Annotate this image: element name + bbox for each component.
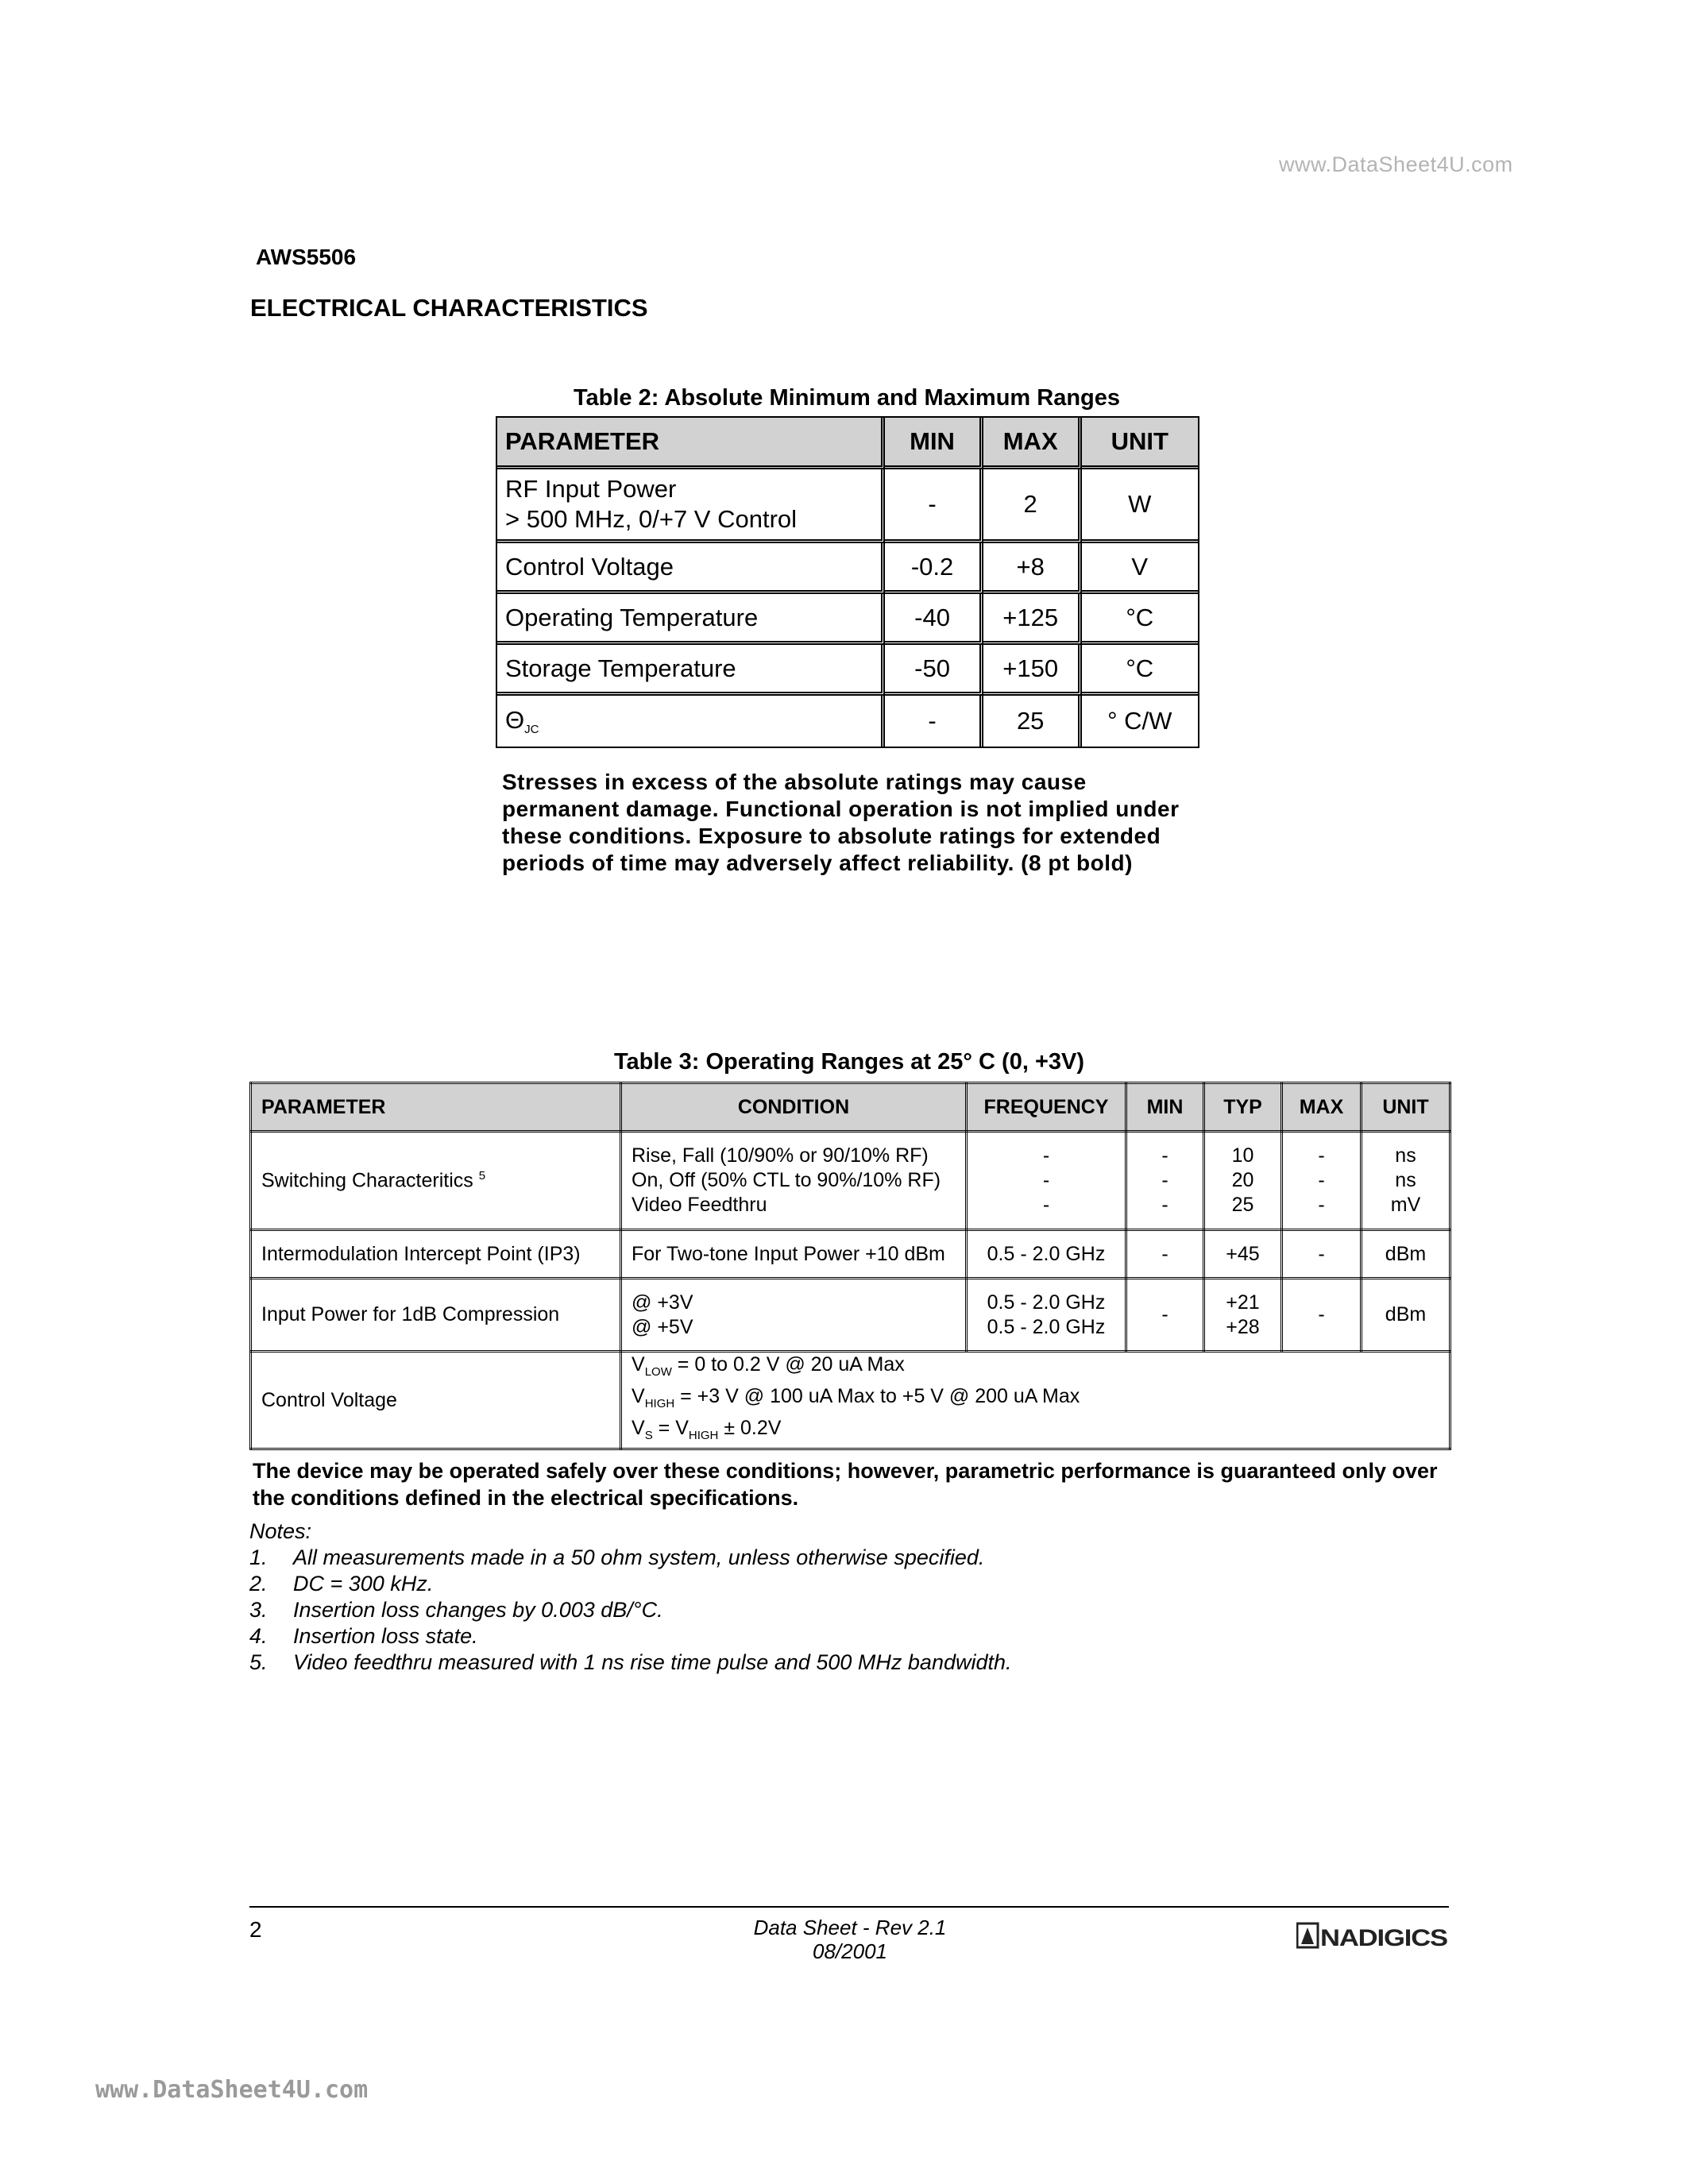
note-item (249, 1623, 1012, 1650)
note-item (249, 1650, 1012, 1676)
section-title: ELECTRICAL CHARACTERISTICS (250, 294, 648, 322)
cell-max: +125 (983, 594, 1082, 645)
table-row (251, 1279, 1450, 1352)
note-text: Video feedthru measured with 1 ns rise time pulse and 500 MHz bandwidth. (293, 1650, 1012, 1674)
watermark-bottom: www.DataSheet4U.com (95, 2076, 369, 2104)
value-line: 20 (1231, 1169, 1254, 1191)
value-line: - (1318, 1194, 1325, 1216)
cell-parameter: Storage Temperature (497, 645, 885, 696)
v-subscript: LOW (644, 1365, 672, 1379)
note-item (249, 1545, 1012, 1571)
table-row (251, 1132, 1450, 1230)
cell-control-voltage-spec (621, 1352, 1450, 1449)
table-row (497, 469, 1198, 543)
condition-line: Video Feedthru (632, 1194, 767, 1216)
note-text: Insertion loss state. (293, 1624, 478, 1648)
cell-parameter: Input Power for 1dB Compression (251, 1279, 621, 1352)
param-line1: RF Input Power (505, 475, 677, 503)
cell-frequency (967, 1132, 1126, 1230)
doc-date-line: 08/2001 (813, 1939, 887, 1963)
cell-frequency (967, 1279, 1126, 1352)
svg-text:NADIGICS: NADIGICS (1320, 1925, 1447, 1951)
cell-max: 25 (983, 696, 1082, 747)
cell-parameter (497, 696, 885, 747)
page-number: 2 (249, 1917, 262, 1942)
anadigics-logo-icon (1296, 1920, 1449, 1951)
cell-max: - (1282, 1279, 1362, 1352)
cell-typ: +45 (1204, 1230, 1282, 1279)
value-line: 10 (1231, 1144, 1254, 1167)
v-spec: ± 0.2V (718, 1417, 782, 1439)
value-line: - (1318, 1169, 1325, 1191)
value-line: 0.5 - 2.0 GHz (987, 1291, 1106, 1314)
value-line: - (1042, 1144, 1050, 1167)
v-spec: = 0 to 0.2 V @ 20 uA Max (671, 1353, 905, 1376)
cell-parameter: Control Voltage (497, 543, 885, 594)
header-frequency: FREQUENCY (967, 1083, 1126, 1132)
cell-min: -40 (885, 594, 983, 645)
vlow-line (632, 1352, 1439, 1384)
param-line2: > 500 MHz, 0/+7 V Control (505, 505, 798, 533)
value-line: - (1161, 1194, 1168, 1216)
table3-caption: Table 3: Operating Ranges at 25° C (0, +3V) (613, 1049, 1085, 1075)
cell-max: 2 (983, 469, 1082, 543)
value-line: - (1042, 1194, 1050, 1216)
cell-typ (1204, 1279, 1282, 1352)
vhigh-line (632, 1384, 1439, 1416)
header-typ: TYP (1204, 1083, 1282, 1132)
header-max: MAX (1282, 1083, 1362, 1132)
note-item (249, 1597, 1012, 1623)
cell-max: +150 (983, 645, 1082, 696)
note-text: All measurements made in a 50 ohm system, unless otherwise specified. (293, 1545, 985, 1569)
param-footnote: 5 (478, 1168, 486, 1183)
cell-unit: dBm (1362, 1279, 1450, 1352)
table-header-row (251, 1083, 1450, 1132)
cell-parameter (497, 469, 885, 543)
v-subscript: S (644, 1429, 653, 1442)
notes-section (249, 1518, 1012, 1676)
value-line: 0.5 - 2.0 GHz (987, 1315, 1106, 1338)
table-header-row (497, 418, 1198, 469)
table-row (497, 594, 1198, 645)
cell-parameter: Intermodulation Intercept Point (IP3) (251, 1230, 621, 1279)
v-spec: = V (652, 1417, 689, 1439)
note-number: 3. (249, 1598, 268, 1622)
param-label: Switching Characteritics (261, 1169, 473, 1192)
cell-unit: dBm (1362, 1230, 1450, 1279)
table-row (497, 696, 1198, 747)
cell-min: - (885, 469, 983, 543)
condition-line: @ +3V (632, 1291, 693, 1314)
operating-note: The device may be operated safely over these conditions; however, parametric performance is guaranteed only over the conditions defined in the electrical specifications. (253, 1459, 1438, 1510)
cell-typ (1204, 1132, 1282, 1230)
value-line: - (1318, 1144, 1325, 1167)
cell-parameter: Control Voltage (251, 1352, 621, 1449)
cell-unit: V (1082, 543, 1198, 594)
cell-min: - (885, 696, 983, 747)
cell-parameter: Operating Temperature (497, 594, 885, 645)
footer-divider (249, 1906, 1449, 1908)
table2-absolute-ranges (496, 416, 1199, 748)
condition-line: On, Off (50% CTL to 90%/10% RF) (632, 1169, 941, 1191)
cell-condition: For Two-tone Input Power +10 dBm (621, 1230, 967, 1279)
v-subscript: HIGH (644, 1397, 675, 1410)
header-condition: CONDITION (621, 1083, 967, 1132)
value-line: - (1161, 1169, 1168, 1191)
cell-min: - (1126, 1230, 1204, 1279)
header-max: MAX (983, 418, 1082, 469)
table-row (497, 543, 1198, 594)
cell-max: - (1282, 1230, 1362, 1279)
table-row (251, 1352, 1450, 1449)
note-number: 4. (249, 1624, 268, 1648)
value-line: mV (1390, 1194, 1421, 1216)
cell-unit (1362, 1132, 1450, 1230)
vs-line (632, 1416, 1439, 1448)
cell-max: +8 (983, 543, 1082, 594)
doc-revision (635, 1916, 1064, 1963)
v-symbol: V (632, 1385, 645, 1407)
note-text: DC = 300 kHz. (293, 1572, 434, 1596)
cell-unit: ° C/W (1107, 707, 1172, 735)
notes-title: Notes: (249, 1519, 312, 1543)
v-subscript: HIGH (688, 1429, 719, 1442)
cell-unit: °C (1082, 594, 1198, 645)
header-unit: UNIT (1362, 1083, 1450, 1132)
table2-caption: Table 2: Absolute Minimum and Maximum Ranges (573, 385, 1121, 411)
note-number: 1. (249, 1545, 268, 1569)
value-line: - (1161, 1144, 1168, 1167)
v-symbol: V (632, 1417, 645, 1439)
value-line: 25 (1231, 1194, 1254, 1216)
v-symbol: V (632, 1353, 645, 1376)
value-line: ns (1395, 1169, 1416, 1191)
theta-subscript: JC (524, 723, 539, 736)
table-row (497, 645, 1198, 696)
value-line: +28 (1226, 1315, 1260, 1338)
part-number: AWS5506 (256, 245, 357, 269)
header-parameter: PARAMETER (497, 418, 885, 469)
cell-min: - (1126, 1279, 1204, 1352)
v-spec: = +3 V @ 100 uA Max to +5 V @ 200 uA Max (674, 1385, 1080, 1407)
cell-parameter (251, 1132, 621, 1230)
cell-min: -0.2 (885, 543, 983, 594)
value-line: +21 (1226, 1291, 1260, 1314)
watermark-top: www.DataSheet4U.com (1279, 152, 1513, 176)
cell-condition (621, 1132, 967, 1230)
header-unit: UNIT (1082, 418, 1198, 469)
header-min: MIN (885, 418, 983, 469)
cell-min: -50 (885, 645, 983, 696)
header-min: MIN (1126, 1083, 1204, 1132)
condition-line: Rise, Fall (10/90% or 90/10% RF) (632, 1144, 929, 1167)
cell-max (1282, 1132, 1362, 1230)
note-item (249, 1571, 1012, 1597)
value-line: ns (1395, 1144, 1416, 1167)
cell-unit: °C (1082, 645, 1198, 696)
note-text: Insertion loss changes by 0.003 dB/°C. (293, 1598, 663, 1622)
cell-frequency: 0.5 - 2.0 GHz (967, 1230, 1126, 1279)
table3-operating-ranges (249, 1082, 1451, 1450)
note-number: 5. (249, 1650, 268, 1674)
value-line: - (1042, 1169, 1050, 1191)
table-row (251, 1230, 1450, 1279)
note-number: 2. (249, 1572, 268, 1596)
header-parameter: PARAMETER (251, 1083, 621, 1132)
cell-min (1126, 1132, 1204, 1230)
cell-unit: W (1082, 469, 1198, 543)
cell-condition (621, 1279, 967, 1352)
theta-symbol: Θ (505, 706, 525, 734)
table2-note: Stresses in excess of the absolute ratings may cause permanent damage. Functional operation is not implied under these conditions. Exposure to absolute ratings for extended periods of time may adversely affect reliability. (8 pt bold) (502, 770, 1180, 875)
doc-revision-line: Data Sheet - Rev 2.1 (753, 1916, 947, 1939)
condition-line: @ +5V (632, 1315, 693, 1338)
